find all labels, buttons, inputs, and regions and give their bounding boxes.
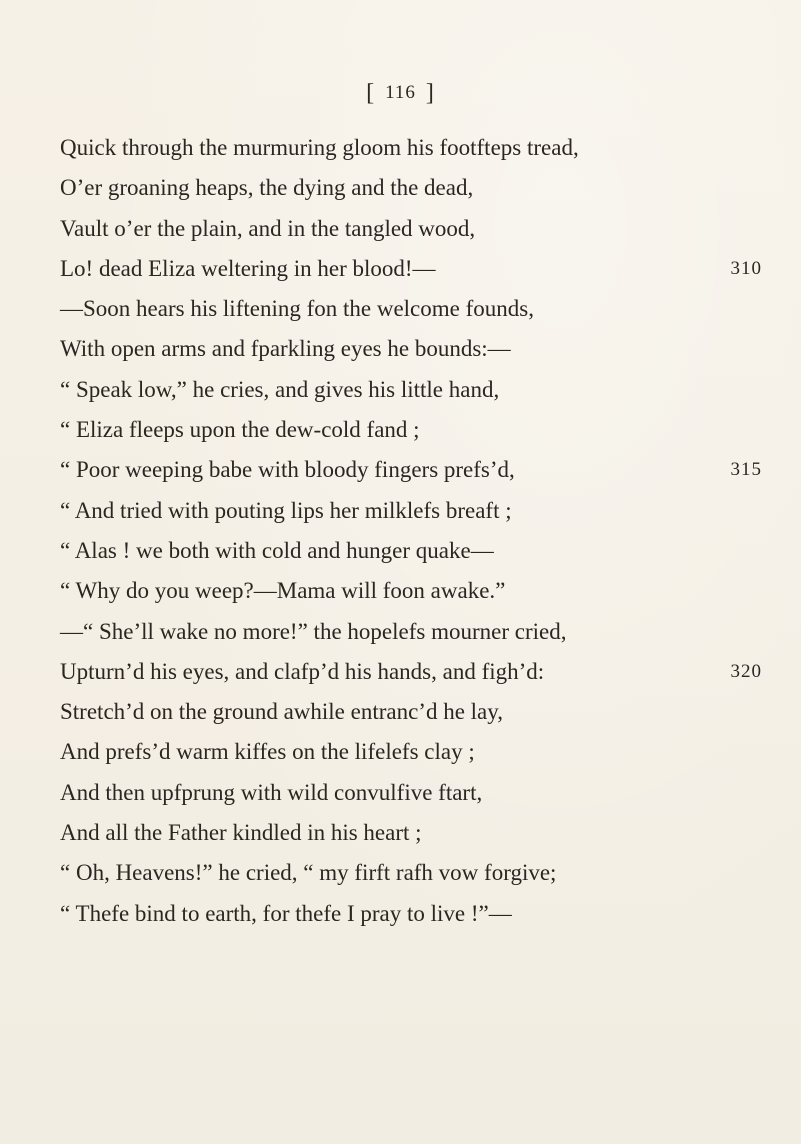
poem-line <box>60 652 760 692</box>
left-bracket: [ <box>366 80 376 106</box>
line-text: Stretch’d on the ground awhile entranc’d he lay, <box>60 699 504 725</box>
line-text: Upturn’d his eyes, and clafp’d his hands, and figh’d: <box>60 658 545 684</box>
line-text: And all the Father kindled in his heart ; <box>60 820 422 846</box>
line-text: “ Thefe bind to earth, for thefe I pray to live !”— <box>60 900 512 926</box>
poem-line <box>60 732 760 772</box>
line-text: “ Speak low,” he cries, and gives his little hand, <box>60 376 500 402</box>
poem-body <box>60 128 760 934</box>
poem-line <box>60 209 760 249</box>
line-text: And then upfprung with wild convulfive ftart, <box>60 779 483 805</box>
line-text: “ Eliza fleeps upon the dew-cold fand ; <box>60 417 420 443</box>
poem-line <box>60 894 760 934</box>
poem-line <box>60 813 760 853</box>
poem-line <box>60 853 760 893</box>
line-text: Lo! dead Eliza weltering in her blood!— <box>60 255 436 281</box>
line-text: —“ She’ll wake no more!” the hopelefs mourner cried, <box>60 618 567 644</box>
poem-line <box>60 692 760 732</box>
poem-line <box>60 128 760 168</box>
poem-line <box>60 249 760 289</box>
line-text: “ And tried with pouting lips her milklefs breaft ; <box>60 497 512 523</box>
poem-line <box>60 491 760 531</box>
poem-line <box>60 289 760 329</box>
poem-line <box>60 329 760 369</box>
line-text: With open arms and fparkling eyes he bounds:— <box>60 336 511 362</box>
poem-line <box>60 612 760 652</box>
line-text: “ Poor weeping babe with bloody fingers prefs’d, <box>60 457 515 483</box>
line-text: Vault o’er the plain, and in the tangled wood, <box>60 215 476 241</box>
line-text: “ Why do you weep?—Mama will foon awake.” <box>60 578 506 604</box>
poem-line <box>60 531 760 571</box>
page-number-header <box>0 80 801 107</box>
line-text: And prefs’d warm kiffes on the lifelefs clay ; <box>60 739 475 765</box>
line-text: —Soon hears his liftening fon the welcome founds, <box>60 296 534 322</box>
line-number: 320 <box>730 660 762 682</box>
line-number: 310 <box>730 257 762 279</box>
right-bracket: ] <box>425 80 435 106</box>
line-text: O’er groaning heaps, the dying and the dead, <box>60 175 474 201</box>
line-number: 315 <box>730 459 762 481</box>
page-number: 116 <box>385 82 416 103</box>
line-text: “ Oh, Heavens!” he cried, “ my firft rafh vow forgive; <box>60 860 557 886</box>
poem-line <box>60 410 760 450</box>
poem-line <box>60 571 760 611</box>
poem-line <box>60 773 760 813</box>
line-text: Quick through the murmuring gloom his footfteps tread, <box>60 135 579 160</box>
poem-line <box>60 450 760 490</box>
line-text: “ Alas ! we both with cold and hunger quake— <box>60 537 494 563</box>
poem-line <box>60 370 760 410</box>
poem-line <box>60 168 760 208</box>
